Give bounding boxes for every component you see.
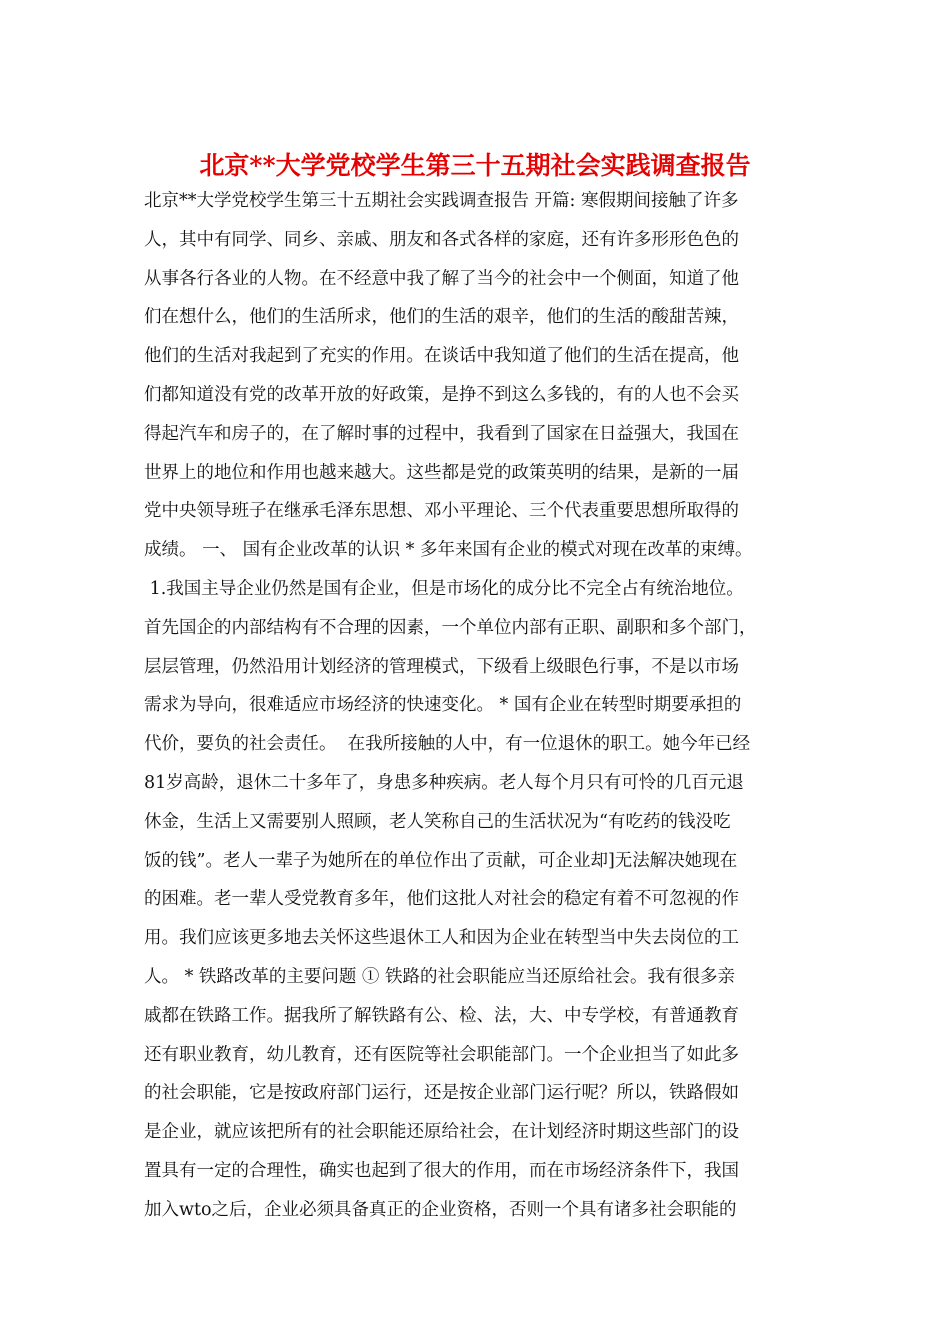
body-line: 饭的钱”。老人一辈子为她所在的单位作出了贡献，可企业却]无法解决她现在	[144, 850, 738, 871]
body-line: 首先国企的内部结构有不合理的因素，一个单位内部有正职、副职和多个部门，	[144, 617, 757, 638]
body-line: 81岁高龄，退休二十多年了，身患多种疾病。老人每个月只有可怜的几百元退	[144, 772, 744, 793]
body-line: 还有职业教育，幼儿教育，还有医院等社会职能部门。一个企业担当了如此多	[144, 1044, 739, 1065]
body-line: 成绩。 一、 国有企业改革的认识 * 多年来国有企业的模式对现在改革的束缚。	[144, 540, 753, 561]
body-line: 从事各行各业的人物。在不经意中我了解了当今的社会中一个侧面，知道了他	[144, 268, 739, 289]
body-line: 加入wto之后，企业必须具备真正的企业资格，否则一个具有诸多社会职能的	[144, 1199, 737, 1220]
document-body	[144, 182, 824, 1230]
body-line: 置具有一定的合理性，确实也起到了很大的作用，而在市场经济条件下，我国	[144, 1160, 739, 1181]
body-line: 们都知道没有党的改革开放的好政策，是挣不到这么多钱的，有的人也不会买	[144, 384, 739, 405]
body-line: 的社会职能，它是按政府部门运行，还是按企业部门运行呢？所以，铁路假如	[144, 1083, 739, 1104]
body-line: 休金，生活上又需要别人照顾，老人笑称自己的生活状况为“有吃药的钱没吃	[144, 811, 731, 832]
body-line: 需求为导向，很难适应市场经济的快速变化。 * 国有企业在转型时期要承担的	[144, 695, 742, 716]
body-line: 人，其中有同学、同乡、亲戚、朋友和各式各样的家庭，还有许多形形色色的	[144, 229, 739, 250]
body-line: 世界上的地位和作用也越来越大。这些都是党的政策英明的结果，是新的一届	[144, 462, 739, 483]
body-line: 党中央领导班子在继承毛泽东思想、邓小平理论、三个代表重要思想所取得的	[144, 501, 739, 522]
body-line: 是企业，就应该把所有的社会职能还原给社会，在计划经济时期这些部门的设	[144, 1122, 739, 1143]
body-line: 代价，要负的社会责任。 在我所接触的人中，有一位退休的职工。她今年已经	[144, 734, 751, 755]
document-title: 北京**大学党校学生第三十五期社会实践调查报告	[199, 151, 751, 180]
body-line: 北京**大学党校学生第三十五期社会实践调查报告 开篇: 寒假期间接触了许多	[144, 191, 739, 211]
body-line: 用。我们应该更多地去关怀这些退休工人和因为企业在转型当中失去岗位的工	[144, 928, 739, 949]
body-line: 们在想什么，他们的生活所求，他们的生活的艰辛，他们的生活的酸甜苦辣，	[144, 307, 739, 328]
body-line: 层层管理，仍然沿用计划经济的管理模式，下级看上级眼色行事，不是以市场	[144, 656, 739, 677]
body-line: 的困难。老一辈人受党教育多年，他们这批人对社会的稳定有着不可忽视的作	[144, 889, 739, 910]
body-line: 他们的生活对我起到了充实的作用。在谈话中我知道了他们的生活在提高，他	[144, 346, 739, 367]
body-line: 戚都在铁路工作。据我所了解铁路有公、检、法，大、中专学校，有普通教育	[144, 1005, 739, 1026]
body-line: 人。 * 铁路改革的主要问题 ① 铁路的社会职能应当还原给社会。我有很多亲	[144, 966, 735, 987]
body-line: 得起汽车和房子的，在了解时事的过程中，我看到了国家在日益强大，我国在	[144, 423, 739, 444]
body-line: 1.我国主导企业仍然是国有企业，但是市场化的成分比不完全占有统治地位。	[144, 578, 744, 599]
